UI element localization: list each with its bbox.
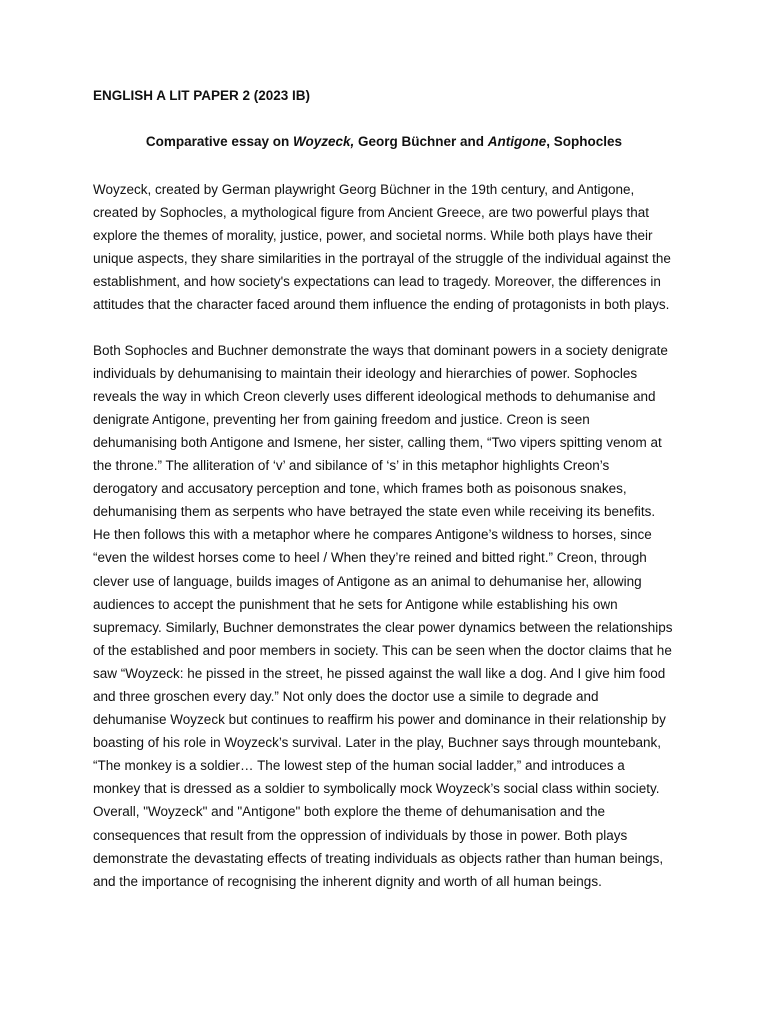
subtitle-title-antigone: Antigone bbox=[487, 134, 547, 149]
subtitle-part1: Comparative essay on bbox=[145, 134, 293, 149]
subtitle-title-woyzeck: Woyzeck, bbox=[292, 134, 355, 149]
subtitle-part2: Georg Büchner and bbox=[354, 134, 488, 149]
subtitle-part3: , Sophocles bbox=[546, 134, 623, 149]
paragraph-introduction: Woyzeck, created by German playwright Georg Büchner in the 19th century, and Antigone, created by Sophocles, a mythological figure from Ancient Greece, are two powerful plays that explore the themes of morality, justice, power, and societal norms. While both plays have their unique aspects, they share similarities in the portrayal of the struggle of the individual against the establishment, and how society's expectations can lead to tragedy. Moreover, the differences in attitudes that the character faced around them influence the ending of protagonists in both plays. bbox=[93, 182, 671, 313]
essay-subtitle bbox=[93, 132, 675, 152]
document-heading: ENGLISH A LIT PAPER 2 (2023 IB) bbox=[93, 88, 311, 103]
paragraph-body-1: Both Sophocles and Buchner demonstrate the ways that dominant powers in a society denigrate individuals by dehumanising to maintain their ideology and hierarchies of power. Sophocles reveals the way in which Creon cleverly uses different ideological methods to dehumanise and denigrate Antigone, preventing her from gaining freedom and justice. Creon is seen dehumanising both Antigone and Ismene, her sister, calling them, “Two vipers spitting venom at the throne.” The alliteration of ‘v’ and sibilance of ‘s’ in this metaphor highlights Creon’s derogatory and accusatory perception and tone, which frames both as poisonous snakes, dehumanising them as serpents who have betrayed the state even while receiving its benefits. He then follows this with a metaphor where he compares Antigone’s wildness to horses, since “even the wildest horses come to heel / When they’re reined and bitted right.” Creon, through clever use of language, builds images of Antigone as an animal to dehumanise her, allowing audiences to accept the punishment that he sets for Antigone while establishing his own supremacy. Similarly, Buchner demonstrates the clear power dynamics between the relationships of the established and poor members in society. This can be seen when the doctor claims that he saw “Woyzeck: he pissed in the street, he pissed against the wall like a dog. And I give him food and three groschen every day.” Not only does the doctor use a simile to degrade and dehumanise Woyzeck but continues to reaffirm his power and dominance in their relationship by boasting of his role in Woyzeck’s survival. Later in the play, Buchner says through mountebank, “The monkey is a soldier… The lowest step of the human social ladder,” and introduces a monkey that is dressed as a soldier to symbolically mock Woyzeck’s social class within society. Overall, "Woyzeck" and "Antigone" both explore the theme of dehumanisation and the consequences that result from the oppression of individuals by those in power. Both plays demonstrate the devastating effects of treating individuals as objects rather than human beings, and the importance of recognising the inherent dignity and worth of all human beings. bbox=[93, 342, 673, 889]
